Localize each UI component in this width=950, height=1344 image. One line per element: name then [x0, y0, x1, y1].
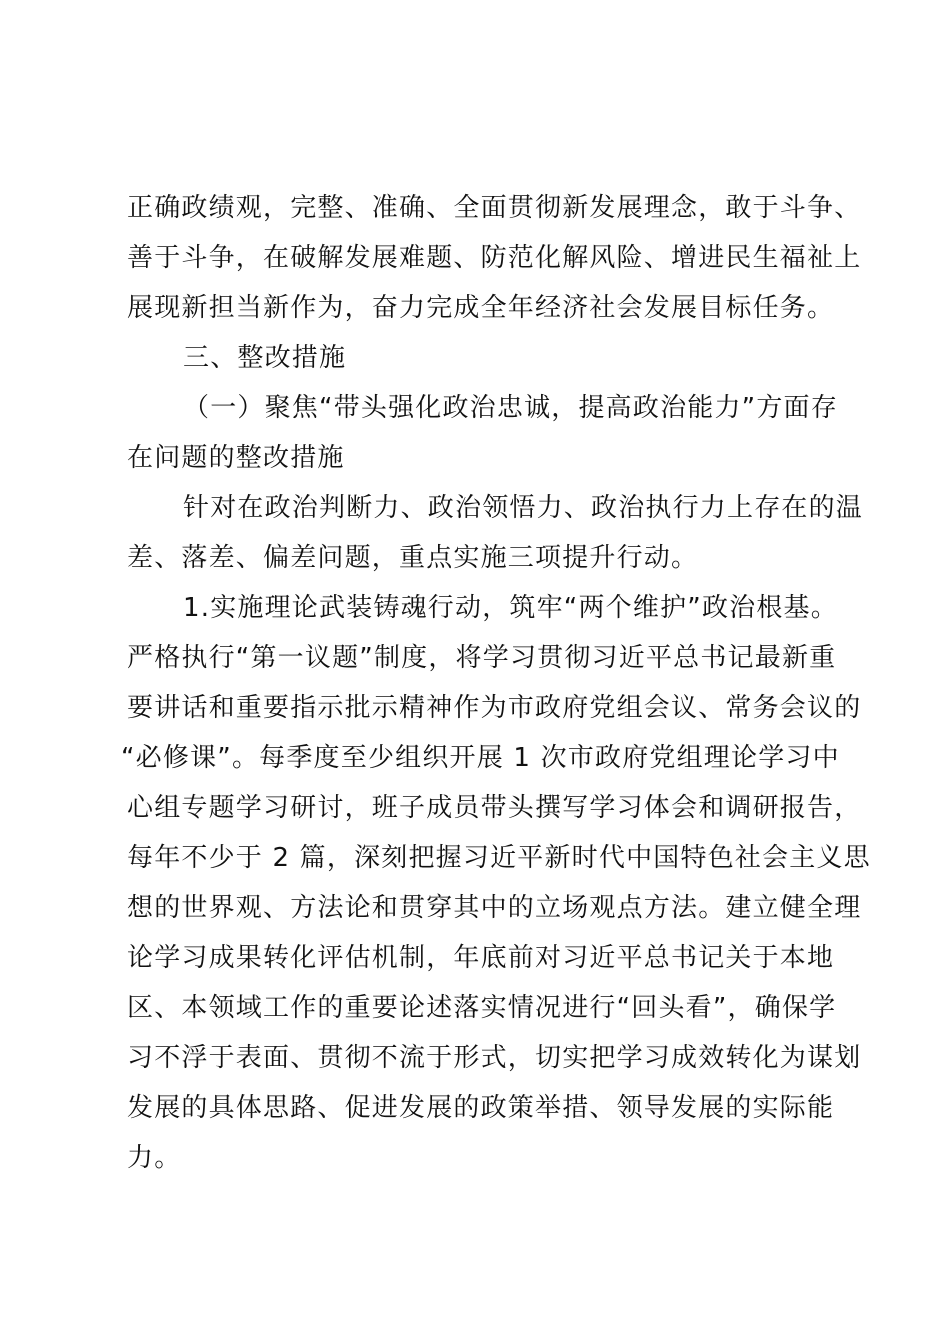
text-line: 差、落差、偏差问题，重点实施三项提升行动。 [127, 543, 699, 573]
document-page [121, 183, 871, 1183]
text-line: 要讲话和重要指示批示精神作为市政府党组会议、常务会议的 [127, 693, 862, 723]
text-line: 想的世界观、方法论和贯穿其中的立场观点方法。建立健全理 [127, 893, 862, 923]
text-line: 心组专题学习研讨，班子成员带头撰写学习体会和调研报告， [127, 793, 862, 823]
paragraph-continuation [127, 183, 862, 333]
text-line: 力。 [127, 1143, 182, 1173]
text-line: 区、本领域工作的重要论述落实情况进行“回头看”，确保学 [127, 993, 837, 1023]
text-line: 善于斗争，在破解发展难题、防范化解风险、增进民生福祉上 [127, 243, 862, 273]
text-line: 论学习成果转化评估机制，年底前对习近平总书记关于本地 [127, 943, 835, 973]
subsection-heading-political-loyalty [127, 383, 837, 483]
text-line: 针对在政治判断力、政治领悟力、政治执行力上存在的温 [183, 493, 864, 523]
paragraph-intro [127, 483, 864, 583]
heading-line: 三、整改措施 [183, 343, 347, 373]
text-line: “必修课”。每季度至少组织开展 1 次市政府党组理论学习中 [121, 743, 840, 773]
text-line: 正确政绩观，完整、准确、全面贯彻新发展理念，敢于斗争、 [127, 193, 862, 223]
text-line: 发展的具体思路、促进发展的政策举措、领导发展的实际能 [127, 1093, 835, 1123]
text-line: 1.实施理论武装铸魂行动，筑牢“两个维护”政治根基。 [183, 593, 838, 623]
text-line: 每年不少于 2 篇，深刻把握习近平新时代中国特色社会主义思 [127, 843, 871, 873]
text-line: 严格执行“第一议题”制度，将学习贯彻习近平总书记最新重 [127, 643, 837, 673]
paragraph-item-1 [121, 583, 871, 1183]
text-line: 习不浮于表面、贯彻不流于形式，切实把学习成效转化为谋划 [127, 1043, 862, 1073]
heading-line: 在问题的整改措施 [127, 443, 345, 473]
section-heading-rectification-measures [127, 333, 837, 383]
text-line: 展现新担当新作为，奋力完成全年经济社会发展目标任务。 [127, 293, 835, 323]
heading-line: （一）聚焦“带头强化政治忠诚，提高政治能力”方面存 [183, 393, 838, 423]
